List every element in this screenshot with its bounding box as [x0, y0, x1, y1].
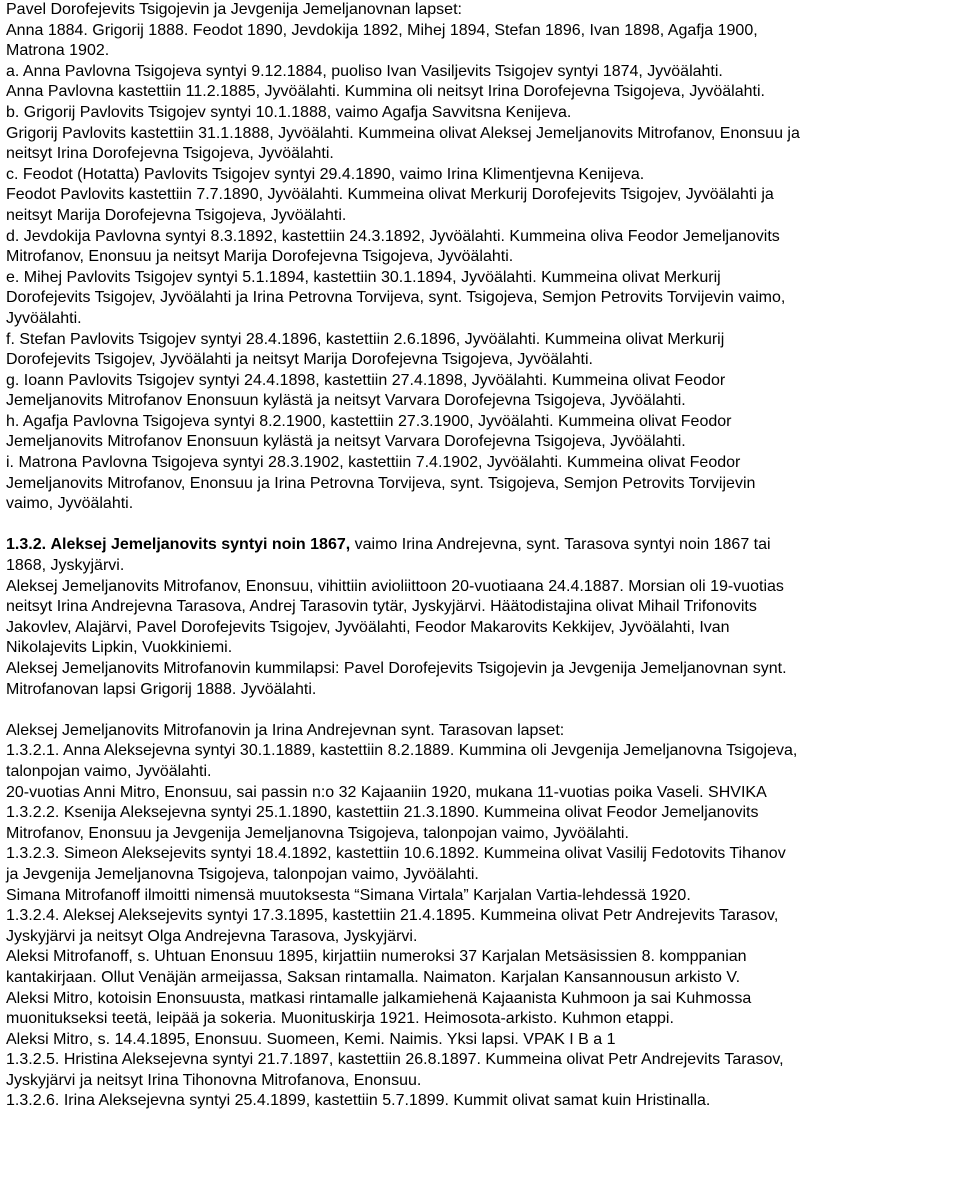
text-line: vaimo, Jyvöälahti.: [6, 495, 134, 513]
text-line: Mitrofanov, Enonsuu ja Jevgenija Jemeljanovna Tsigojeva, talonpojan vaimo, Jyvöälahti.: [6, 824, 629, 842]
text-line: Aleksej Jemeljanovits Mitrofanovin ja Irina Andrejevnan synt. Tarasovan lapset:: [6, 721, 565, 739]
text-line: 1.3.2.4. Aleksej Aleksejevits syntyi 17.3.1895, kastettiin 21.4.1895. Kummeina olivat Petr Andrejevits Tarasov,: [6, 907, 779, 925]
text-line: 1.3.2.2. Ksenija Aleksejevna syntyi 25.1.1890, kastettiin 21.3.1890. Kummeina olivat Feodor Jemeljanovits: [6, 804, 759, 822]
text-line: e. Mihej Pavlovits Tsigojev syntyi 5.1.1894, kastettiin 30.1.1894, Jyvöälahti. Kummeina olivat Merkurij: [6, 268, 721, 286]
text-line: neitsyt Irina Andrejevna Tarasova, Andrej Tarasovin tytär, Jyskyjärvi. Häätodistajina olivat Mihail Trifonovits: [6, 598, 757, 616]
text-line: ja Jevgenija Jemeljanovna Tsigojeva, talonpojan vaimo, Jyvöälahti.: [6, 865, 479, 883]
text-line: c. Feodot (Hotatta) Pavlovits Tsigojev syntyi 29.4.1890, vaimo Irina Klimentjevna Kenijeva.: [6, 165, 645, 183]
text-line: d. Jevdokija Pavlovna syntyi 8.3.1892, kastettiin 24.3.1892, Jyvöälahti. Kummeina oliva Feodor Jemeljanovits: [6, 227, 780, 245]
section-heading-number: 1.3.2.: [6, 536, 47, 554]
text-line: Aleksi Mitro, kotoisin Enonsuusta, matkasi rintamalle jalkamiehenä Kajaanista Kuhmoon ja sai Kuhmossa: [6, 989, 752, 1007]
text-line: Aleksej Jemeljanovits Mitrofanovin kummilapsi: Pavel Dorofejevits Tsigojevin ja Jevgenija Jemeljanovnan synt.: [6, 660, 787, 677]
text-line: Feodot Pavlovits kastettiin 7.7.1890, Jyvöälahti. Kummeina olivat Merkurij Dorofejevits Tsigojev, Jyvöälahti ja: [6, 186, 774, 204]
text-line: Jyskyjärvi ja neitsyt Olga Andrejevna Tarasova, Jyskyjärvi.: [6, 927, 418, 945]
text-line: Aleksi Mitrofanoff, s. Uhtuan Enonsuu 1895, kirjattiin numeroksi 37 Karjalan Metsäsissien 8. komppanian: [6, 948, 747, 966]
text-line: g. Ioann Pavlovits Tsigojev syntyi 24.4.1898, kastettiin 27.4.1898, Jyvöälahti. Kummeina olivat Feodor: [6, 371, 726, 389]
text-line: 1.3.2.3. Simeon Aleksejevits syntyi 18.4.1892, kastettiin 10.6.1892. Kummeina olivat Vasilij Fedotovits Tihanov: [6, 845, 786, 863]
text-line: 1868, Jyskyjärvi.: [6, 557, 125, 575]
text-line: Jemeljanovits Mitrofanov Enonsuun kylästä ja neitsyt Varvara Dorofejevna Tsigojeva, Jyvöälahti.: [6, 433, 686, 451]
text-line: neitsyt Irina Dorofejevna Tsigojeva, Jyvöälahti.: [6, 145, 334, 163]
text-line: 1.3.2.1. Anna Aleksejevna syntyi 30.1.1889, kastettiin 8.2.1889. Kummina oli Jevgenija Jemeljanovna Tsigojeva,: [6, 742, 798, 760]
text-line: muonitukseksi teetä, leipää ja sokeria. Muonituskirja 1921. Heimosota-arkisto. Kuhmon etappi.: [6, 1010, 674, 1028]
text-line: h. Agafja Pavlovna Tsigojeva syntyi 8.2.1900, kastettiin 27.3.1900, Jyvöälahti. Kummeina olivat Feodor: [6, 412, 732, 430]
text-line: b. Grigorij Pavlovits Tsigojev syntyi 10.1.1888, vaimo Agafja Savvitsna Kenijeva.: [6, 103, 572, 121]
text-line: Grigorij Pavlovits kastettiin 31.1.1888, Jyvöälahti. Kummeina olivat Aleksej Jemeljanovits Mitrofanov, Enonsuu ja: [6, 124, 800, 142]
text-line: i. Matrona Pavlovna Tsigojeva syntyi 28.3.1902, kastettiin 7.4.1902, Jyvöälahti. Kummeina olivat Feodor: [6, 454, 741, 472]
text-line: Mitrofanovan lapsi Grigorij 1888. Jyvöälahti.: [6, 680, 317, 698]
text-line: Jemeljanovits Mitrofanov Enonsuun kylästä ja neitsyt Varvara Dorofejevna Tsigojeva, Jyvöälahti.: [6, 392, 686, 410]
text-line: neitsyt Marija Dorofejevna Tsigojeva, Jyvöälahti.: [6, 206, 347, 224]
text-line: 1.3.2.6. Irina Aleksejevna syntyi 25.4.1899, kastettiin 5.7.1899. Kummit olivat samat kuin Hristinalla.: [6, 1092, 711, 1110]
text-line: Simana Mitrofanoff ilmoitti nimensä muutoksesta “Simana Virtala” Karjalan Vartia-lehdessä 1920.: [6, 886, 691, 904]
section-heading-line: [6, 535, 954, 556]
text-line: Dorofejevits Tsigojev, Jyvöälahti ja Irina Petrovna Torvijeva, synt. Tsigojeva, Semjon Petrovits Torvijevin vaimo,: [6, 289, 786, 307]
text-line: Aleksej Jemeljanovits Mitrofanov, Enonsuu, vihittiin avioliittoon 20-vuotiaana 24.4.1887. Morsian oli 19-vuotias: [6, 577, 784, 595]
text-line: Jyskyjärvi ja neitsyt Irina Tihonovna Mitrofanova, Enonsuu.: [6, 1071, 422, 1089]
text-line: Aleksi Mitro, s. 14.4.1895, Enonsuu. Suomeen, Kemi. Naimis. Yksi lapsi. VPAK I B a 1: [6, 1030, 616, 1048]
section-children-list: [6, 721, 954, 1112]
section-heading-name: Aleksej Jemeljanovits syntyi noin 1867,: [50, 536, 351, 554]
text-line: 20-vuotias Anni Mitro, Enonsuu, sai passin n:o 32 Kajaaniin 1920, mukana 11-vuotias poika Vaseli. SHVIKA: [6, 783, 767, 801]
blank-line: [6, 515, 954, 536]
text-line: Jyvöälahti.: [6, 309, 82, 327]
text-line: f. Stefan Pavlovits Tsigojev syntyi 28.4.1896, kastettiin 2.6.1896, Jyvöälahti. Kummeina olivat Merkurij: [6, 330, 725, 348]
text-line: Jemeljanovits Mitrofanov, Enonsuu ja Irina Petrovna Torvijeva, synt. Tsigojeva, Semjon Petrovits Torvijevin: [6, 474, 756, 492]
section-body: [6, 556, 954, 700]
text-line: talonpojan vaimo, Jyvöälahti.: [6, 762, 212, 780]
section-heading-rest: vaimo Irina Andrejevna, synt. Tarasova syntyi noin 1867 tai: [350, 536, 771, 554]
text-line: Anna Pavlovna kastettiin 11.2.1885, Jyvöälahti. Kummina oli neitsyt Irina Dorofejevna Tsigojeva, Jyvöälahti.: [6, 83, 765, 101]
text-line: 1.3.2.5. Hristina Aleksejevna syntyi 21.7.1897, kastettiin 26.8.1897. Kummeina olivat Petr Andrejevits Tarasov,: [6, 1051, 784, 1069]
text-line: Anna 1884. Grigorij 1888. Feodot 1890, Jevdokija 1892, Mihej 1894, Stefan 1896, Ivan 1898, Agafja 1900,: [6, 21, 758, 39]
text-line: Jakovlev, Alajärvi, Pavel Dorofejevits Tsigojev, Jyvöälahti, Feodor Makarovits Kekkijev, Jyvöälahti, Ivan: [6, 618, 730, 636]
blank-line: [6, 700, 954, 721]
text-line: kantakirjaan. Ollut Venäjän armeijassa, Saksan rintamalla. Naimaton. Karjalan Kansannousun arkisto V.: [6, 968, 741, 986]
text-line: Nikolajevits Lipkin, Vuokkiniemi.: [6, 639, 233, 657]
text-line: Matrona 1902.: [6, 42, 110, 60]
text-line: Dorofejevits Tsigojev, Jyvöälahti ja neitsyt Marija Dorofejevna Tsigojeva, Jyvöälahti.: [6, 351, 593, 369]
text-line: Pavel Dorofejevits Tsigojevin ja Jevgenija Jemeljanovnan lapset:: [6, 1, 462, 18]
text-line: Mitrofanov, Enonsuu ja neitsyt Marija Dorofejevna Tsigojeva, Jyvöälahti.: [6, 248, 514, 266]
children-list-section: [6, 0, 954, 515]
text-line: a. Anna Pavlovna Tsigojeva syntyi 9.12.1884, puoliso Ivan Vasiljevits Tsigojev syntyi 1874, Jyvöälahti.: [6, 62, 723, 80]
